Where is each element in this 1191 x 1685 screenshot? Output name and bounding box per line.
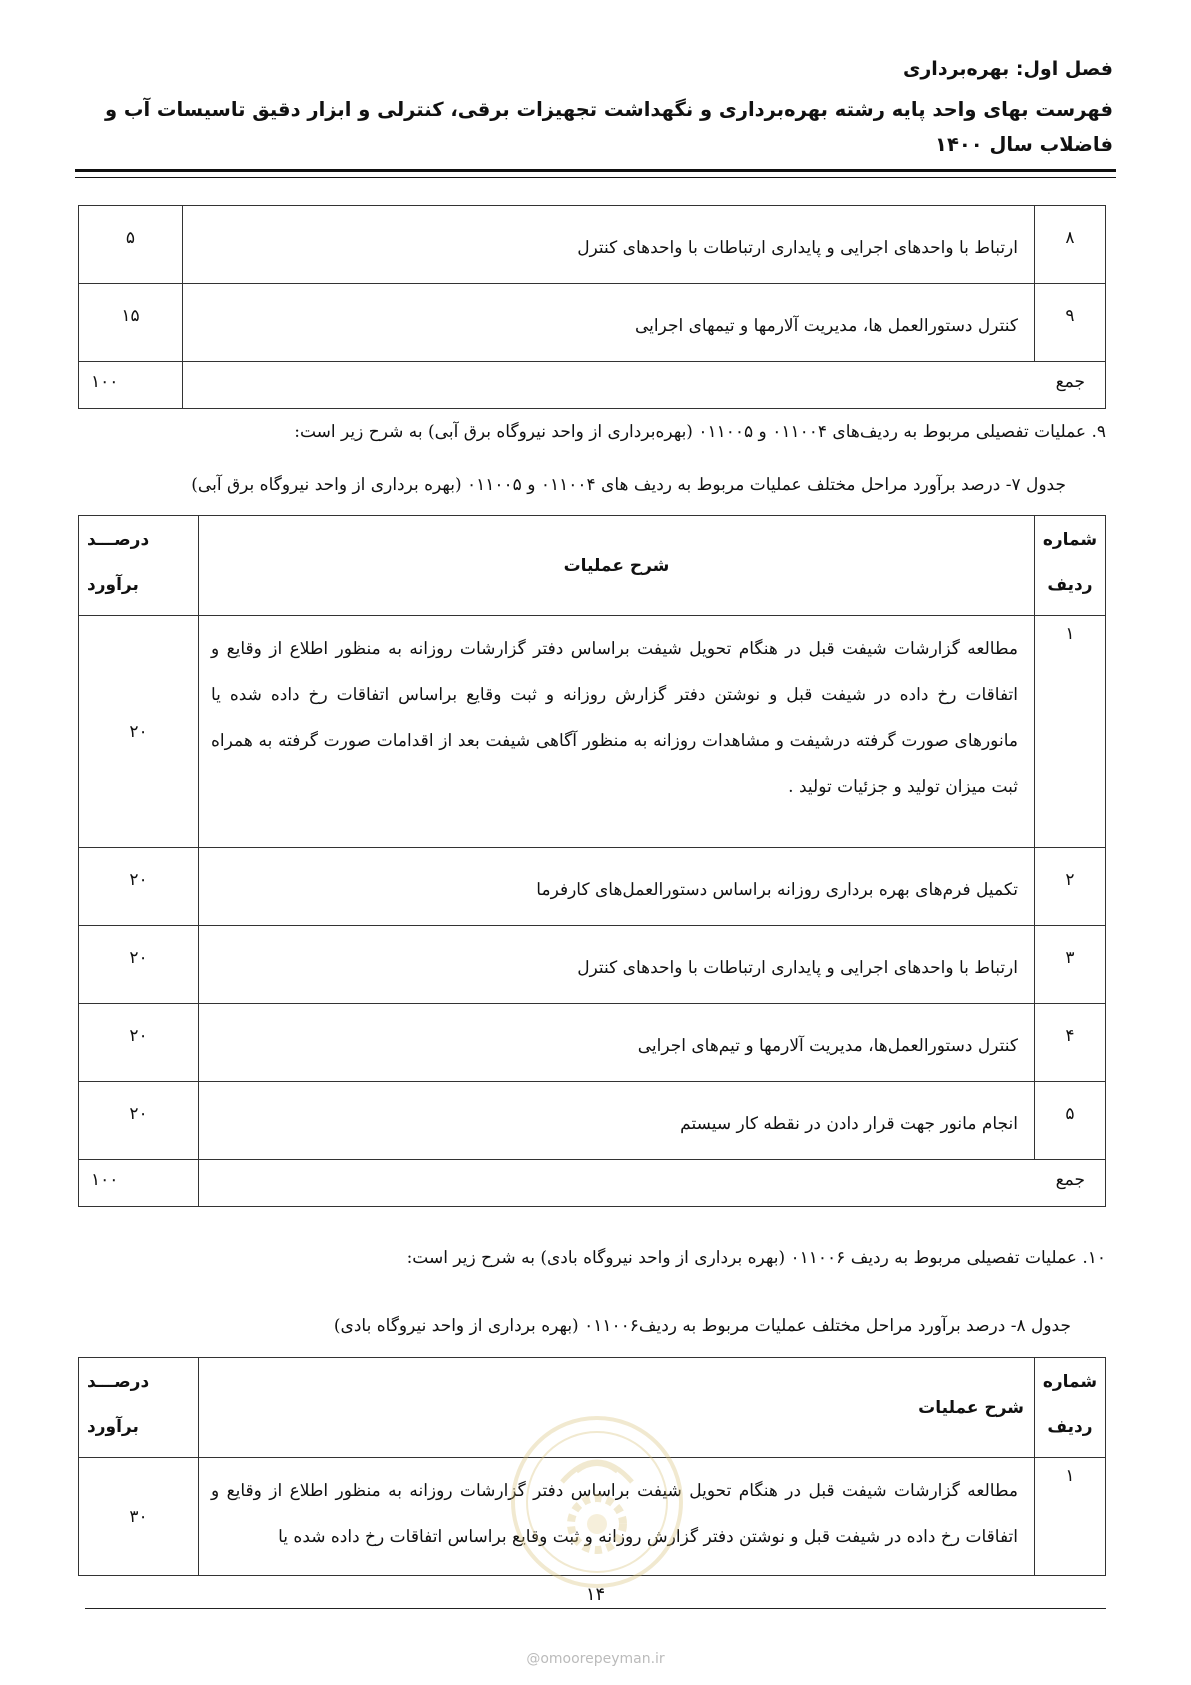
row-percent: ۵ (79, 206, 183, 284)
table-row (79, 848, 1106, 926)
row-percent: ۲۰ (79, 848, 199, 926)
row-description: کنترل دستورالعمل ها، مدیریت آلارمها و تیمهای اجرایی (183, 284, 1035, 362)
header-percent-line2: برآورد (87, 1417, 139, 1437)
table-row (79, 616, 1106, 848)
row-description: تکمیل فرم‌های بهره برداری روزانه براساس دستورالعمل‌های کارفرما (199, 848, 1035, 926)
row-number: ۱ (1035, 616, 1106, 848)
row-number: ۱ (1035, 1458, 1106, 1576)
table-row (79, 206, 1106, 284)
row-percent: ۲۰ (79, 1004, 199, 1082)
row-description: ارتباط با واحدهای اجرایی و پایداری ارتباطات با واحدهای کنترل (199, 926, 1035, 1004)
watermark-text: @omoorepeyman.ir (526, 1651, 665, 1667)
sum-value: ۱۰۰ (79, 362, 183, 409)
row-description: کنترل دستورالعمل‌ها، مدیریت آلارمها و تیم‌های اجرایی (199, 1004, 1035, 1082)
header-description: شرح عملیات (199, 1358, 1035, 1458)
row-percent: ۳۰ (79, 1458, 199, 1576)
document-title: فهرست بهای واحد پایه رشته بهره‌برداری و نگهداشت تجهیزات برقی، کنترلی و ابزار دقیق تاسیسات آب و فاضلاب سال ۱۴۰۰ (104, 98, 1113, 156)
row-percent: ۲۰ (79, 1082, 199, 1160)
sum-label: جمع (183, 362, 1106, 409)
header-percent-line1: درصـــد (87, 1372, 150, 1392)
header-number-line1: شماره (1042, 1372, 1098, 1392)
sum-row (79, 1160, 1106, 1207)
table-8-caption: جدول ۸- درصد برآورد مراحل مختلف عملیات مربوط به ردیف۰۱۱۰۰۶ (بهره برداری از واحد نیروگاه بادی) (333, 1316, 1071, 1336)
table-row (79, 1004, 1106, 1082)
chapter-title: فصل اول: بهره‌برداری (902, 58, 1113, 80)
footer-rule (85, 1608, 1106, 1609)
sum-row (79, 362, 1106, 409)
header-description: شرح عملیات (199, 516, 1035, 616)
row-description: انجام مانور جهت قرار دادن در نقطه کار سیستم (199, 1082, 1035, 1160)
row-number: ۸ (1035, 206, 1106, 284)
page-header (78, 58, 1113, 162)
row-number: ۴ (1035, 1004, 1106, 1082)
header-percent-line1: درصـــد (87, 530, 150, 550)
table-row (79, 284, 1106, 362)
header-row-number (1035, 516, 1106, 616)
table-row (79, 1082, 1106, 1160)
sum-value: ۱۰۰ (79, 1160, 199, 1207)
header-number-line2: ردیف (1047, 575, 1093, 595)
row-percent: ۲۰ (79, 616, 199, 848)
page-number: ۱۴ (585, 1584, 606, 1605)
header-percent (79, 516, 199, 616)
watermark-seal-icon (507, 1412, 687, 1592)
paragraph-item-9: ۹. عملیات تفصیلی مربوط به ردیف‌های ۰۱۱۰۰۴ و ۰۱۱۰۰۵ (بهره‌برداری از واحد نیروگاه برق آبی) به شرح زیر است: (294, 422, 1106, 442)
paragraph-item-10: ۱۰. عملیات تفصیلی مربوط به ردیف ۰۱۱۰۰۶ (بهره برداری از واحد نیروگاه بادی) به شرح زیر است: (406, 1248, 1106, 1268)
row-description: مطالعه گزارشات شیفت قبل در هنگام تحویل شیفت براساس دفتر گزارشات روزانه به منظور اطلاع از وقایع و اتفاقات رخ داده در شیفت قبل و نوشتن دفتر گزارش روزانه و ثبت وقایع براساس اتفاقات رخ داده شده یا مانورهای صورت گرفته درشیفت و مشاهدات روزانه به منظور آگاهی شیفت بعد از اقدامات صورت گرفته به همراه ثبت میزان تولید و جزئیات تولید . (199, 616, 1035, 848)
table-header-row (79, 516, 1106, 616)
table-7-caption: جدول ۷- درصد برآورد مراحل مختلف عملیات مربوط به ردیف های ۰۱۱۰۰۴ و ۰۱۱۰۰۵ (بهره برداری از واحد نیروگاه برق آبی) (191, 475, 1066, 495)
header-rule (75, 169, 1116, 178)
table-continued (78, 205, 1106, 409)
header-number-line1: شماره (1042, 530, 1098, 550)
header-row-number (1035, 1358, 1106, 1458)
header-percent-line2: برآورد (87, 575, 139, 595)
header-percent (79, 1358, 199, 1458)
row-number: ۵ (1035, 1082, 1106, 1160)
table-7 (78, 515, 1106, 1207)
header-number-line2: ردیف (1047, 1417, 1093, 1437)
sum-label: جمع (199, 1160, 1106, 1207)
row-description: ارتباط با واحدهای اجرایی و پایداری ارتباطات با واحدهای کنترل (183, 206, 1035, 284)
row-percent: ۱۵ (79, 284, 183, 362)
row-percent: ۲۰ (79, 926, 199, 1004)
table-row (79, 926, 1106, 1004)
row-description: مطالعه گزارشات شیفت قبل در هنگام تحویل شیفت براساس دفتر گزارشات روزانه به منظور اطلاع از وقایع و اتفاقات رخ داده در شیفت قبل و نوشتن دفتر گزارش روزانه و ثبت وقایع براساس اتفاقات رخ داده شده یا (199, 1458, 1035, 1576)
row-number: ۳ (1035, 926, 1106, 1004)
row-number: ۹ (1035, 284, 1106, 362)
row-number: ۲ (1035, 848, 1106, 926)
